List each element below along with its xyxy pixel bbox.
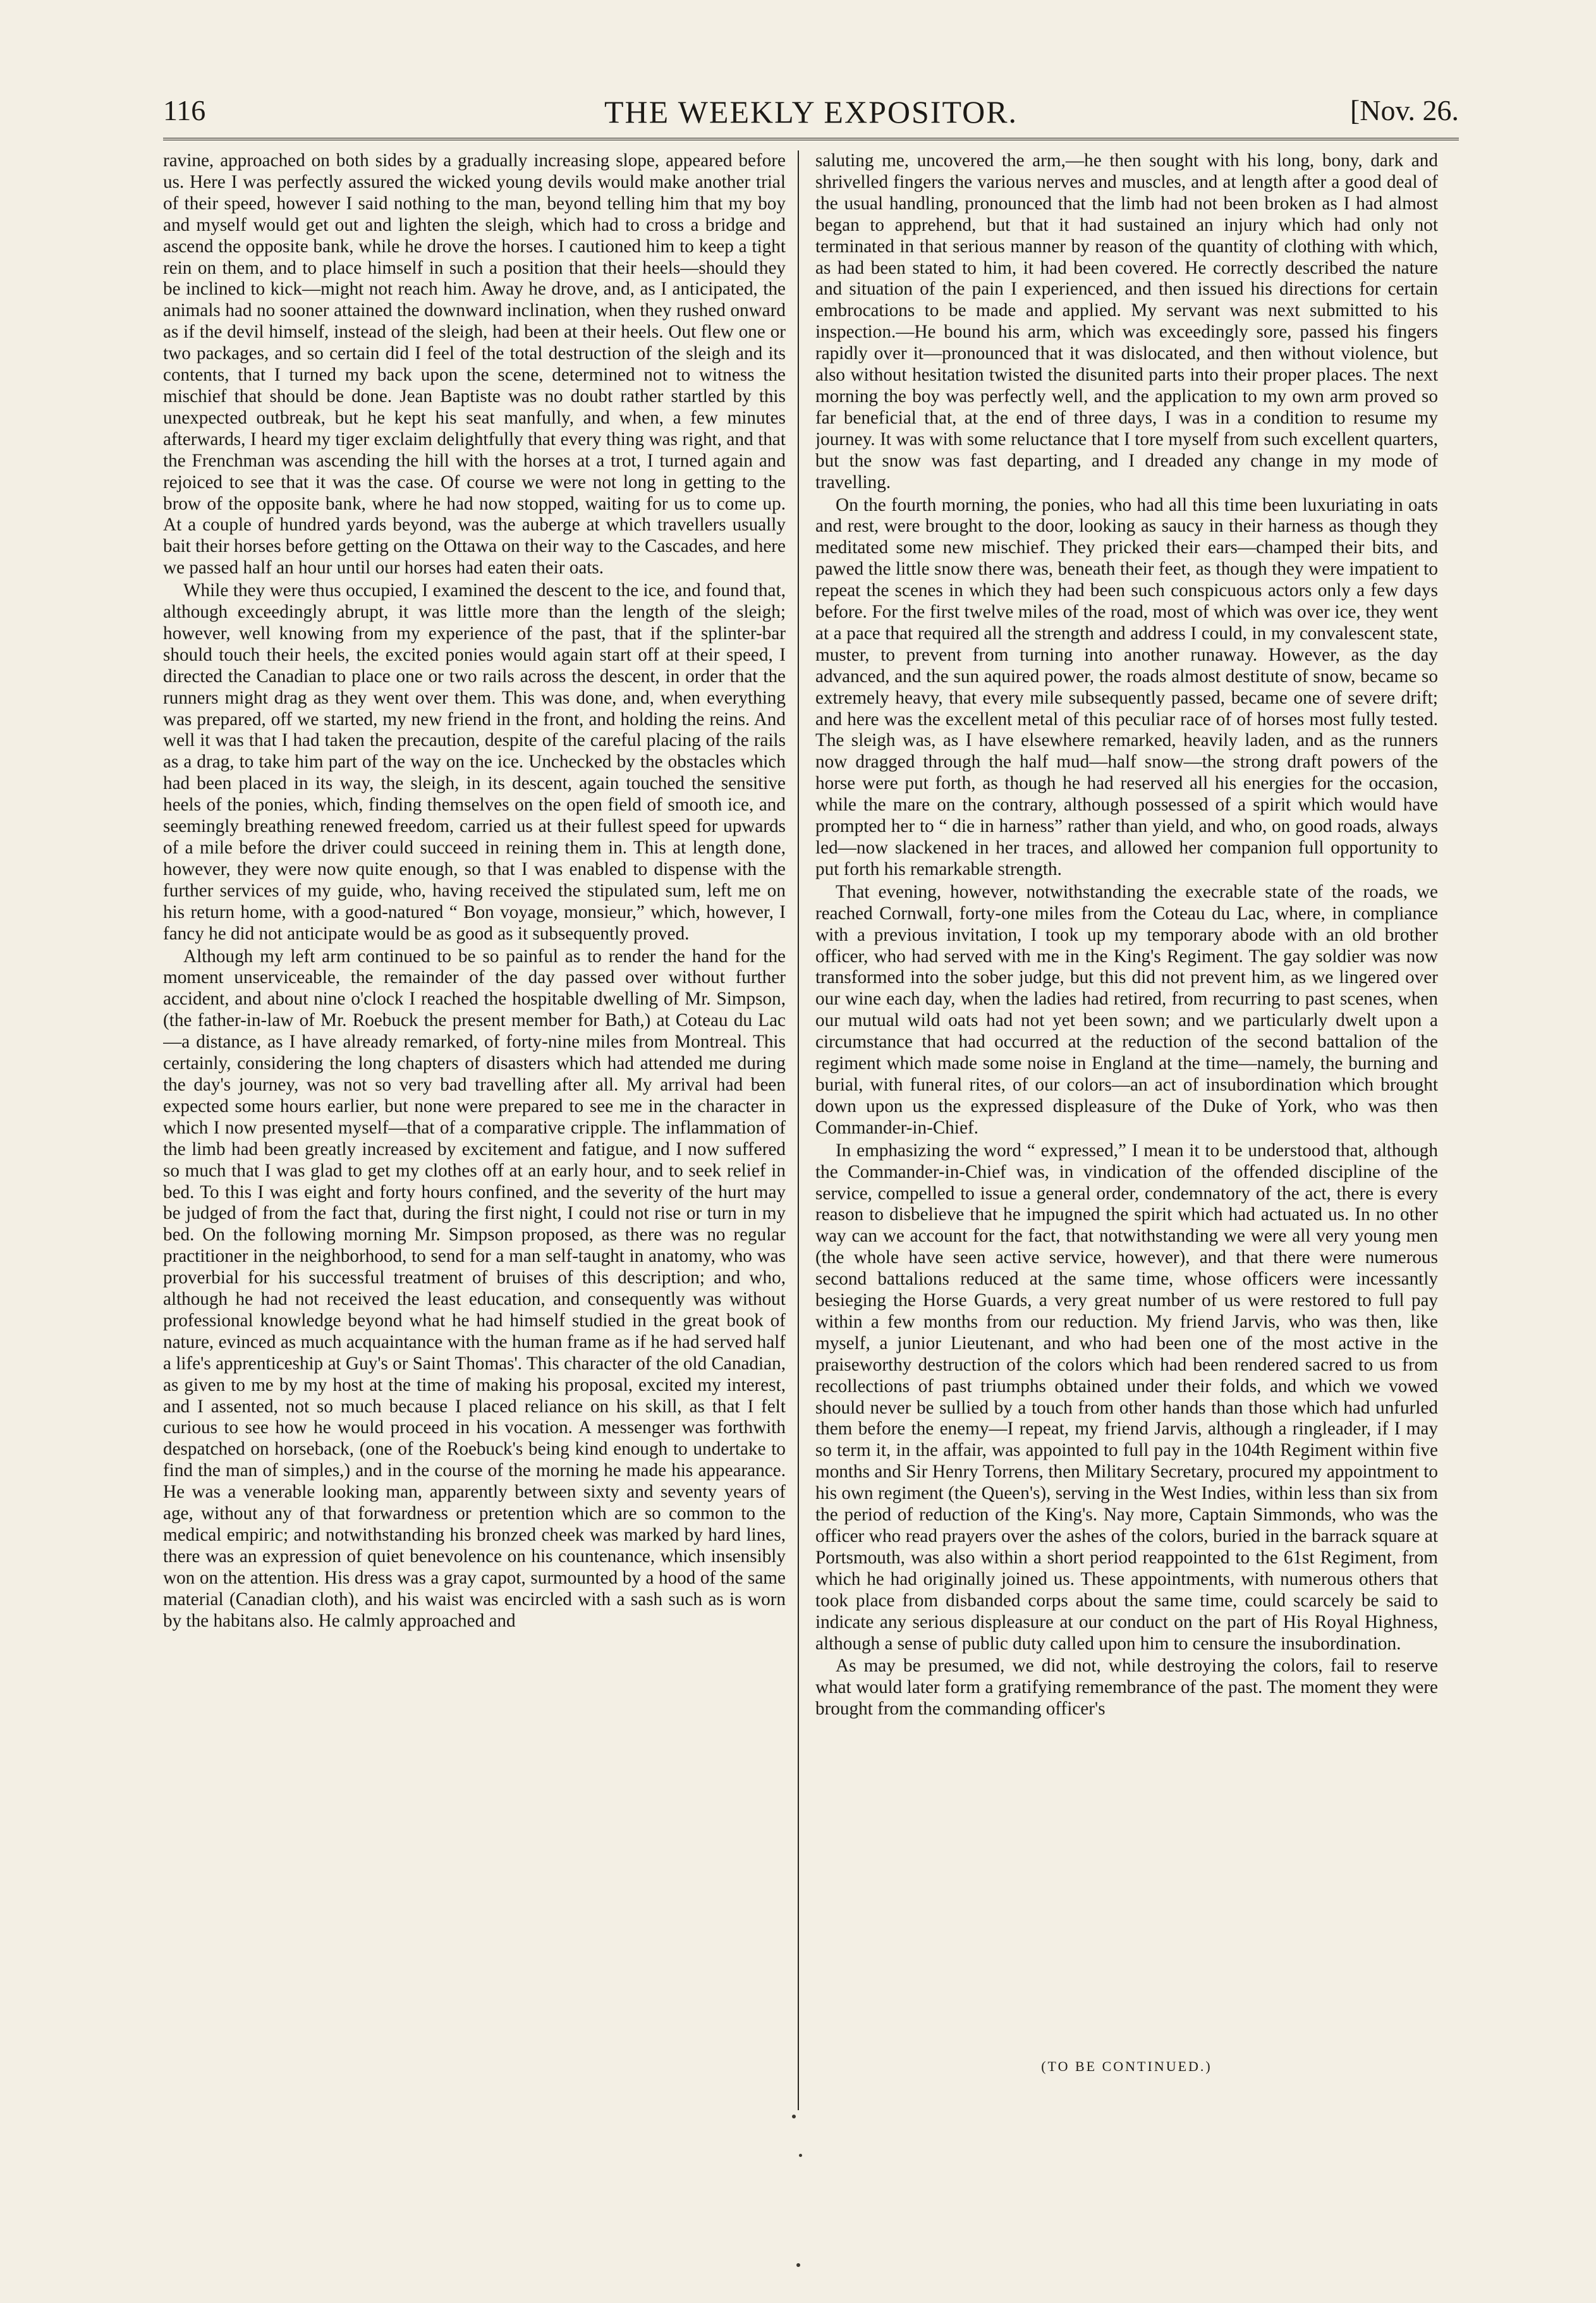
masthead-title: THE WEEKLY EXPOSITOR.: [604, 94, 1018, 130]
paragraph: ravine, approached on both sides by a gradually increasing slope, appeared before us. Here I was perfectly assured the wicked young devils would make another trial of their speed, however I said nothing to the man, beyond telling him that my boy and myself would get out and lighten the sleigh, which had to cross a bridge and ascend the opposite bank, while he drove the horses. I cautioned him to keep a tight rein on them, and to place himself in such a position that their heels—should they be inclined to kick—might not reach him. Away he drove, and, as I anticipated, the animals had no sooner attained the downward inclination, when they rushed onward as if the devil himself, instead of the sleigh, had been at their heels. Out flew one or two packages, and so certain did I feel of the total destruction of the sleigh and its contents, that I turned my back upon the scene, determined not to witness the mischief that should be done. Jean Baptiste was no doubt rather startled by this unexpected outbreak, but he kept his seat manfully, and when, a few minutes afterwards, I heard my tiger exclaim delightfully that every thing was right, and that the Frenchman was ascending the hill with the horses at a trot, I turned again and rejoiced to see that it was the case. Of course we were not long in getting to the brow of the opposite bank, where he had now stopped, waiting for us to come up. At a couple of hundred yards beyond, was the auberge at which travellers usually bait their horses before getting on the Ottawa on their way to the Cascades, and here we passed half an hour until our horses had eaten their oats.: [163, 150, 786, 578]
right-column: [815, 150, 1438, 2053]
continued-note: (TO BE CONTINUED.): [1041, 2058, 1212, 2074]
page-number: 116: [163, 94, 206, 126]
left-column: [163, 150, 786, 2053]
ink-speck: [792, 2115, 796, 2118]
paragraph: That evening, however, notwithstanding the execrable state of the roads, we reached Cornwall, forty-one miles from the Coteau du Lac, where, in compliance with a previous invitation, I took up my temporary abode with an old brother officer, who had served with me in the King's Regiment. The gay soldier was now transformed into the sober judge, but this did not prevent him, as we lingered over our wine each day, when the ladies had retired, from recurring to past scenes, when our mutual wild oats had not yet been sown; and we particularly dwelt upon a circumstance that had occurred at the reduction of the second battalion of the regiment which made some noise in England at the time—namely, the burning and burial, with funeral rites, of our colors—an act of insubordination which brought down upon us the expressed displeasure of the Duke of York, who was then Commander-in-Chief.: [815, 881, 1438, 1138]
page-header: [163, 94, 1459, 140]
paragraph: saluting me, uncovered the arm,—he then sought with his long, bony, dark and shrivelled fingers the various nerves and muscles, and at length after a good deal of the usual handling, pronounced that the limb had not been broken as I had almost began to apprehend, but that it had sustained an injury which had only not terminated in that serious manner by reason of the quantity of clothing with which, as had been stated to him, it had been covered. He correctly described the nature and situation of the pain I experienced, and then issued his directions for certain embrocations to be made and applied. My servant was next submitted to his inspection.—He bound his arm, which was exceedingly sore, passed his fingers rapidly over it—pronounced that it was dislocated, and then without violence, but also without hesitation twisted the disunited parts into their proper places. The next morning the boy was perfectly well, and the application to my own arm proved so far beneficial that, at the end of three days, I was in a condition to resume my journey. It was with some reluctance that I tore myself from such excellent quarters, but the snow was fast departing, and I dreaded any change in my mode of travelling.: [815, 150, 1438, 492]
ink-speck: [796, 2263, 800, 2267]
paragraph: Although my left arm continued to be so painful as to render the hand for the moment unserviceable, the remainder of the day passed over without further accident, and about nine o'clock I reached the hospitable dwelling of Mr. Simpson, (the father-in-law of Mr. Roebuck the present member for Bath,) at Coteau du Lac—a distance, as I have already remarked, of forty-nine miles from Montreal. This certainly, considering the long chapters of disasters which had attended me during the day's journey, was not so very bad travelling after all. My arrival had been expected some hours earlier, but none were prepared to see me in the character in which I now presented myself—that of a comparative cripple. The inflammation of the limb had been greatly increased by excitement and fatigue, and I now suffered so much that I was glad to get my clothes off at an early hour, and to seek relief in bed. To this I was eight and forty hours confined, and the severity of the hurt may be judged of from the fact that, during the first night, I could not rise or turn in my bed. On the following morning Mr. Simpson proposed, as there was no regular practitioner in the neighborhood, to send for a man self-taught in anatomy, who was proverbial for his successful treatment of bruises of this description; and who, although he had not received the least education, and consequently was without professional knowledge beyond what he had himself studied in the great book of nature, evinced as much acquaintance with the human frame as if he had served half a life's apprenticeship at Guy's or Saint Thomas'. This character of the old Canadian, as given to me by my host at the time of making his proposal, excited my interest, and I assented, not so much because I placed reliance on his skill, as that I felt curious to see how he would proceed in his vocation. A messenger was forthwith despatched on horseback, (one of the Roebuck's being kind enough to undertake to find the man of simples,) and in the course of the morning he made his appearance. He was a venerable looking man, apparently between sixty and seventy years of age, without any of that forwardness or pretention which are so common to the medical empiric; and notwithstanding his bronzed cheek was marked by hard lines, there was an expression of quiet benevolence on his countenance, which insensibly won on the attention. His dress was a gray capot, surmounted by a hood of the same material (Canadian cloth), and his waist was encircled with a sash such as is worn by the habitans also. He calmly approached and: [163, 946, 786, 1631]
paragraph: While they were thus occupied, I examined the descent to the ice, and found that, although exceedingly abrupt, it was little more than the length of the sleigh; however, well knowing from my experience of the past, that if the splinter-bar should touch their heels, the excited ponies would again start off at their speed, I directed the Canadian to place one or two rails across the descent, in order that the runners might drag as they went over them. This was done, and, when everything was prepared, off we started, my new friend in the front, and holding the reins. And well it was that I had taken the precaution, despite of the careful placing of the rails as a drag, to take him part of the way on the ice. Unchecked by the obstacles which had been placed in its way, the sleigh, in its descent, again touched the sensitive heels of the ponies, which, finding themselves on the open field of smooth ice, and seemingly breathing renewed freedom, carried us at their fullest speed for upwards of a mile before the driver could succeed in reining them in. This at length done, however, they were now quite enough, so that I was enabled to dispense with the further services of my guide, who, having received the stipulated sum, left me on his return home, with a good-natured “ Bon voyage, monsieur,” which, however, I fancy he did not anticipate would be as good as it subsequently proved.: [163, 580, 786, 944]
column-rule: [798, 150, 799, 2110]
paragraph: As may be presumed, we did not, while destroying the colors, fail to reserve what would later form a gratifying remembrance of the past. The moment they were brought from the commanding officer's: [815, 1656, 1438, 1720]
ink-speck: [799, 2154, 802, 2157]
paragraph: On the fourth morning, the ponies, who had all this time been luxuriating in oats and rest, were brought to the door, looking as saucy in their harness as though they meditated some new mischief. They pricked their ears—champed their bits, and pawed the little snow there was, beneath their feet, as though they were impatient to repeat the scenes in which they had been such conspicuous actors only a few days before. For the first twelve miles of the road, most of which was over ice, they went at a pace that required all the strength and address I could, in my convalescent state, muster, to prevent from turning into another runaway. However, as the day advanced, and the sun aquired power, the roads almost destitute of snow, became so extremely heavy, that every mile subsequently passed, became one of severe drift; and here was the excellent metal of this peculiar race of of horses most fully tested. The sleigh was, as I have elsewhere remarked, heavily laden, and as the runners now dragged through the half mud—half snow—the strong draft powers of the horse were put forth, as though he had reserved all his energies for the occasion, while the mare on the contrary, although possessed of a spirit which would have prompted her to “ die in harness” rather than yield, and who, on good roads, always led—now slackened in her traces, and allowed her companion full opportunity to put forth his remarkable strength.: [815, 494, 1438, 879]
issue-date: [Nov. 26.: [1349, 94, 1459, 126]
paragraph: In emphasizing the word “ expressed,” I mean it to be understood that, although the Commander-in-Chief was, in vindication of the offended discipline of the service, compelled to issue a general order, condemnatory of the act, there is every reason to disbelieve that he impugned the spirit which had actuated us. In no other way can we account for the fact, that notwithstanding we were all very young men (the whole have seen active service, however), and that there were numerous second battalions reduced at the same time, whose officers were incessantly besieging the Horse Guards, a very great number of us were restored to full pay within a few months from our reduction. My friend Jarvis, who was then, like myself, a junior Lieutenant, and who had been one of the most active in the praiseworthy destruction of the colors which had been rendered sacred to us from recollections of past triumphs obtained under their folds, and which we vowed should never be sullied by a touch from other hands than those which had unfurled them before the enemy—I repeat, my friend Jarvis, although a ringleader, if I may so term it, in the affair, was appointed to full pay in the 104th Regiment within five months and Sir Henry Torrens, then Military Secretary, procured my appointment to his own regiment (the Queen's), serving in the West Indies, within less than six from the period of reduction of the King's. Nay more, Captain Simmonds, who was the officer who read prayers over the ashes of the colors, buried in the barrack square at Portsmouth, was also within a short period reappointed to the 61st Regiment, from which he had originally joined us. These appointments, with numerous others that took place from disbanded corps about the same time, could scarcely be said to indicate any serious displeasure at our conduct on the part of His Royal Highness, although a sense of public duty called upon him to censure the insubordination.: [815, 1140, 1438, 1654]
